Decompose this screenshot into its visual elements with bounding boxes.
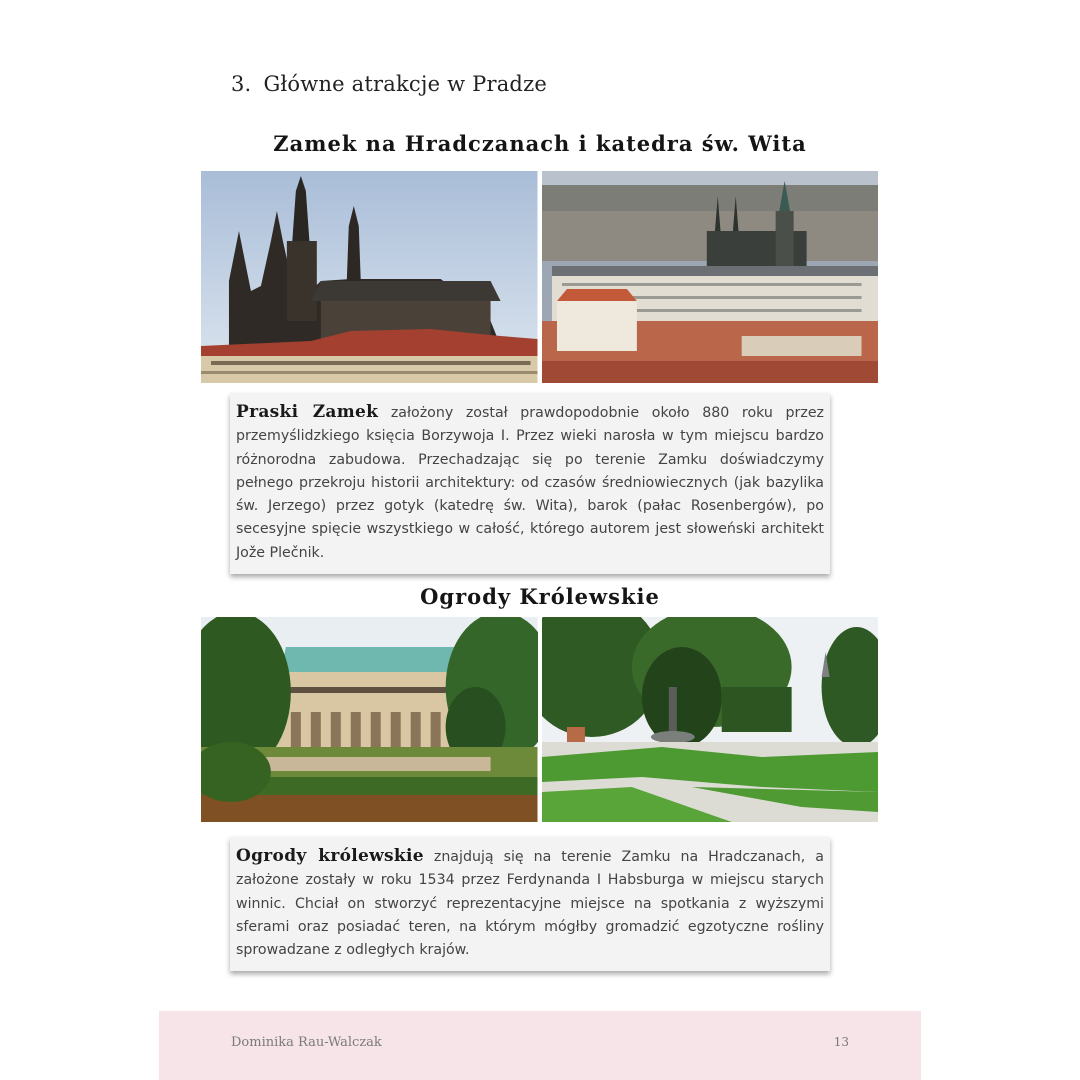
page-number: 13 — [833, 1035, 849, 1049]
footer-author: Dominika Rau-Walczak — [231, 1035, 382, 1050]
castle-panorama-photo — [542, 171, 879, 383]
section-number: 3. — [231, 72, 252, 96]
section-title: Główne atrakcje w Pradze — [263, 72, 547, 96]
gardens-text: znajdują się na terenie Zamku na Hradczanach, a założone zostały w roku 1534 przez Ferdynanda I Habsburga w miejscu starych winnic. Chciał on stworzyć reprezentacyjne miejsce na spotkania z wyższymi sferami oraz posiadać teren, na którym mógłby gromadzić egzotyczne rośliny sprowadzane z odległych krajów. — [236, 849, 824, 959]
page-footer — [159, 1011, 921, 1080]
fountain-garden-photo — [542, 617, 879, 822]
castle-description — [230, 393, 830, 574]
gardens-title: Ogrody Królewskie — [420, 584, 660, 609]
belvedere-photo — [201, 617, 538, 822]
cathedral-photo — [201, 171, 538, 383]
gardens-lead: Ogrody królewskie — [236, 846, 424, 866]
castle-lead: Praski Zamek — [236, 402, 379, 422]
gardens-description — [230, 837, 830, 971]
castle-photos — [201, 171, 878, 383]
gardens-photos — [201, 617, 878, 822]
section-heading — [231, 72, 547, 96]
castle-title: Zamek na Hradczanach i katedra św. Wita — [273, 131, 807, 156]
castle-text: założony został prawdopodobnie około 880 roku przez przemyślidzkiego księcia Borzywoja I. Przez wieki narosła w tym miejscu bardzo różnorodna zabudowa. Przechadzając się po terenie Zamku doświadczymy pełnego przekroju historii architektury: od czasów średniowiecznych (jak bazylika św. Jerzego) przez gotyk (katedrę św. Wita), barok (pałac Rosenbergów), po secesyjne spięcie wszystkiego w całość, którego autorem jest słoweński architekt Jože Plečnik. — [236, 405, 824, 561]
